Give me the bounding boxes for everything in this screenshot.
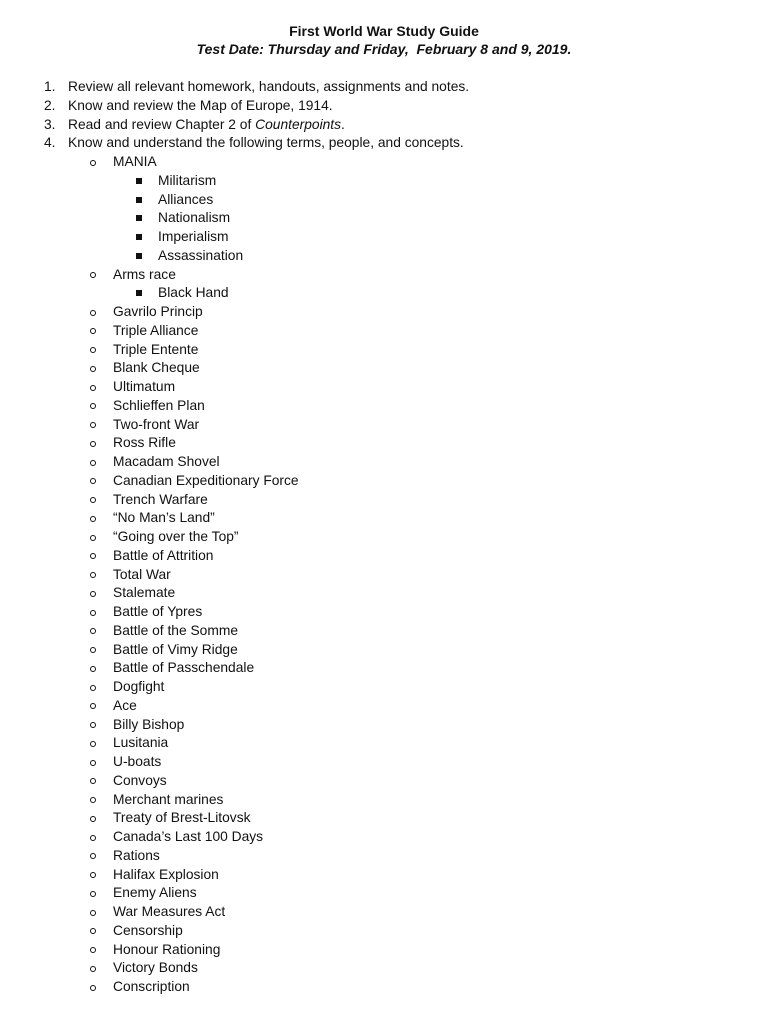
circle-bullet-icon xyxy=(90,778,96,784)
circle-bullet-icon xyxy=(90,422,96,428)
term-text: Macadam Shovel xyxy=(113,454,220,469)
circle-bullet-icon xyxy=(90,985,96,991)
circle-bullet-icon xyxy=(90,497,96,503)
circle-bullet-icon xyxy=(90,910,96,916)
document-title: First World War Study Guide xyxy=(289,23,479,39)
book-title: Counterpoints xyxy=(255,116,342,132)
term-text: “No Man’s Land” xyxy=(113,510,215,526)
item-number: 3. xyxy=(44,116,56,132)
circle-bullet-icon xyxy=(90,272,96,278)
item-text: Review all relevant homework, handouts, assignments and notes. xyxy=(68,79,470,94)
circle-bullet-icon xyxy=(90,403,96,409)
term-text: Ross Rifle xyxy=(113,435,176,451)
circle-bullet-icon xyxy=(90,310,96,316)
term-text: War Measures Act xyxy=(113,904,226,919)
term-text: Merchant marines xyxy=(113,791,224,807)
term-text: MANIA xyxy=(113,154,157,169)
term-text: Nationalism xyxy=(158,210,231,226)
term-text: Treaty of Brest-Litovsk xyxy=(113,810,251,826)
item-number: 1. xyxy=(44,79,56,94)
term-text: Two-front War xyxy=(113,416,200,432)
term-text: Censorship xyxy=(113,922,183,938)
term-text: Stalemate xyxy=(113,585,176,601)
term-text: Ace xyxy=(113,697,137,713)
term-text: Conscription xyxy=(113,979,190,994)
item-text-start: Read and review Chapter 2 of xyxy=(68,116,256,132)
circle-bullet-icon xyxy=(90,853,96,859)
term-text: Total War xyxy=(113,566,171,582)
circle-bullet-icon xyxy=(90,741,96,747)
circle-bullet-icon xyxy=(90,722,96,728)
item-text xyxy=(68,116,345,135)
term-text: Billy Bishop xyxy=(113,716,185,732)
test-date-subtitle: Test Date: Thursday and Friday, February 8 and 9, 2019. xyxy=(196,41,572,57)
circle-bullet-icon xyxy=(90,797,96,803)
item-text: Know and review the Map of Europe, 1914. xyxy=(68,97,333,113)
term-text: Assassination xyxy=(158,247,244,263)
term-text: Triple Entente xyxy=(113,341,199,357)
item-text: Know and understand the following terms, people, and concepts. xyxy=(68,135,464,151)
circle-bullet-icon xyxy=(90,966,96,972)
term-text: Battle of Vimy Ridge xyxy=(113,641,238,657)
square-bullet-icon xyxy=(136,253,142,259)
circle-bullet-icon xyxy=(90,385,96,391)
item-text-end: . xyxy=(341,116,345,132)
circle-bullet-icon xyxy=(90,891,96,897)
term-text: Trench Warfare xyxy=(113,491,208,507)
term-text: Black Hand xyxy=(158,285,229,301)
circle-bullet-icon xyxy=(90,441,96,447)
circle-bullet-icon xyxy=(90,835,96,841)
circle-bullet-icon xyxy=(90,591,96,597)
square-bullet-icon xyxy=(136,178,142,184)
term-text: Battle of the Somme xyxy=(113,622,239,638)
term-text: Gavrilo Princip xyxy=(113,304,203,319)
term-text: Battle of Passchendale xyxy=(113,660,255,676)
circle-bullet-icon xyxy=(90,947,96,953)
square-bullet-icon xyxy=(136,234,142,240)
term-text: Canada’s Last 100 Days xyxy=(113,829,264,844)
circle-bullet-icon xyxy=(90,666,96,672)
circle-bullet-icon xyxy=(90,685,96,691)
term-text: Rations xyxy=(113,847,160,863)
term-text: Canadian Expeditionary Force xyxy=(113,472,299,488)
circle-bullet-icon xyxy=(90,347,96,353)
circle-bullet-icon xyxy=(90,553,96,559)
term-text: Battle of Ypres xyxy=(113,604,203,619)
term-text: Blank Cheque xyxy=(113,360,200,376)
term-text: Militarism xyxy=(158,172,217,188)
term-text: Alliances xyxy=(158,191,214,207)
term-text: Imperialism xyxy=(158,229,229,244)
circle-bullet-icon xyxy=(90,760,96,766)
term-text: Convoys xyxy=(113,772,167,788)
term-text: Ultimatum xyxy=(113,379,176,394)
circle-bullet-icon xyxy=(90,872,96,878)
circle-bullet-icon xyxy=(90,328,96,334)
circle-bullet-icon xyxy=(90,366,96,372)
circle-bullet-icon xyxy=(90,160,96,166)
term-text: Victory Bonds xyxy=(113,960,198,976)
term-text: Honour Rationing xyxy=(113,941,221,957)
circle-bullet-icon xyxy=(90,928,96,934)
term-text: “Going over the Top” xyxy=(113,529,239,544)
circle-bullet-icon xyxy=(90,572,96,578)
circle-bullet-icon xyxy=(90,703,96,709)
term-text: Schlieffen Plan xyxy=(113,397,205,413)
term-text: Battle of Attrition xyxy=(113,547,214,563)
term-text: Enemy Aliens xyxy=(113,885,197,901)
item-number: 4. xyxy=(44,135,56,151)
term-text: Arms race xyxy=(113,266,176,282)
term-text: Triple Alliance xyxy=(113,322,199,338)
circle-bullet-icon xyxy=(90,535,96,541)
term-text: Lusitania xyxy=(113,735,169,751)
circle-bullet-icon xyxy=(90,610,96,616)
item-number: 2. xyxy=(44,97,56,113)
term-text: Dogfight xyxy=(113,679,165,694)
square-bullet-icon xyxy=(136,290,142,296)
circle-bullet-icon xyxy=(90,460,96,466)
term-text: Halifax Explosion xyxy=(113,866,219,882)
square-bullet-icon xyxy=(136,197,142,203)
circle-bullet-icon xyxy=(90,628,96,634)
circle-bullet-icon xyxy=(90,647,96,653)
circle-bullet-icon xyxy=(90,816,96,822)
term-text: U-boats xyxy=(113,754,162,769)
square-bullet-icon xyxy=(136,215,142,221)
circle-bullet-icon xyxy=(90,478,96,484)
circle-bullet-icon xyxy=(90,516,96,522)
